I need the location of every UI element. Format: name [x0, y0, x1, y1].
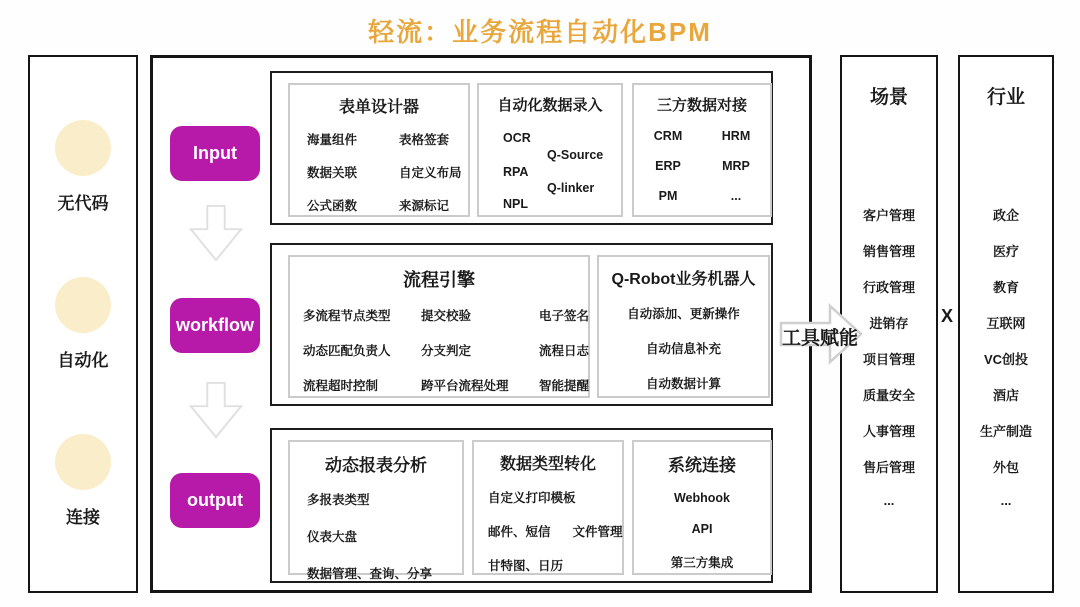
feature-item: 自动信息补充	[645, 342, 721, 356]
feature-item: 自定义布局	[399, 166, 462, 180]
down-arrow-icon	[185, 204, 247, 264]
industry-item: 生产制造	[979, 424, 1032, 439]
feature-item-row	[488, 522, 622, 540]
datatype-convert-box	[472, 440, 624, 575]
qrobot-items	[599, 289, 768, 392]
feature-item: 邮件、短信	[488, 525, 551, 539]
feature-item: 第三方集成	[670, 556, 734, 570]
datatype-convert-title: 数据类型转化	[499, 456, 596, 473]
third-party-data-title: 三方数据对接	[656, 97, 747, 114]
feature-item: 提交校验	[421, 309, 472, 323]
feature-item: HRM	[721, 129, 751, 143]
industry-item: 酒店	[992, 388, 1019, 403]
process-engine-title: 流程引擎	[403, 270, 475, 290]
process-engine-items	[290, 292, 588, 394]
multiply-sign: X	[940, 306, 953, 326]
feature-item: 数据管理、查询、分享	[307, 567, 433, 581]
feature-item: OCR	[503, 131, 531, 145]
feature-item: Q-Source	[547, 148, 604, 162]
scenario-item: 项目管理	[862, 352, 915, 367]
scenario-item: 进销存	[869, 316, 909, 331]
scenario-item: 售后管理	[862, 460, 915, 475]
capability-connect	[55, 434, 111, 528]
feature-item: 流程超时控制	[303, 379, 379, 393]
feature-item: Q-linker	[547, 181, 595, 195]
form-designer-box	[288, 83, 470, 217]
feature-item: ...	[730, 189, 742, 203]
capabilities-panel	[28, 55, 138, 593]
workflow-stage-badge: workflow	[170, 298, 260, 353]
industry-panel-title: 行业	[986, 87, 1025, 108]
system-connect-title: 系统连接	[668, 456, 736, 475]
feature-item: 多流程节点类型	[303, 309, 391, 323]
industry-list	[960, 205, 1052, 508]
feature-item: PM	[658, 189, 678, 203]
industry-item: 外包	[992, 460, 1019, 475]
third-party-data-box	[632, 83, 772, 217]
industry-item: 医疗	[992, 244, 1019, 259]
feature-item: RPA	[503, 165, 529, 179]
industry-panel	[958, 55, 1054, 593]
scenario-item: 质量安全	[862, 388, 915, 403]
datatype-convert-items	[474, 474, 622, 574]
feature-item: Webhook	[673, 491, 731, 505]
output-section	[270, 428, 773, 583]
feature-item: 多报表类型	[307, 493, 370, 507]
feature-item: MRP	[722, 159, 750, 173]
output-stage-badge: output	[170, 473, 260, 528]
feature-item: 自动数据计算	[645, 377, 721, 391]
report-analysis-items	[290, 476, 462, 582]
feature-item: CRM	[653, 129, 683, 143]
scenario-item: 销售管理	[862, 244, 915, 259]
auto-data-entry-box	[477, 83, 623, 217]
feature-item: NPL	[503, 197, 528, 211]
system-connect-box	[632, 440, 772, 575]
feature-item: 文件管理	[572, 525, 623, 539]
system-connect-items	[634, 476, 770, 571]
auto-data-entry-title: 自动化数据录入	[497, 97, 603, 114]
process-engine-box	[288, 255, 590, 398]
feature-item: 动态匹配负责人	[303, 344, 391, 358]
qrobot-title: Q-Robot业务机器人	[611, 271, 756, 288]
feature-item: 流程日志	[539, 344, 590, 358]
form-designer-title: 表单设计器	[338, 99, 419, 116]
input-section	[270, 71, 773, 225]
input-stage-badge: Input	[170, 126, 260, 181]
form-designer-items	[290, 117, 468, 214]
scenario-item: 客户管理	[862, 208, 915, 223]
workflow-section	[270, 243, 773, 406]
capability-nocode	[55, 120, 111, 214]
industry-item: 教育	[992, 280, 1019, 295]
third-party-items	[634, 115, 770, 203]
feature-item: 仪表大盘	[307, 530, 358, 544]
pipeline-panel	[150, 55, 812, 593]
scenario-panel-title: 场景	[869, 87, 908, 108]
capability-automation	[55, 277, 111, 371]
feature-item: 表格签套	[399, 133, 450, 147]
capability-circle-icon	[55, 434, 111, 490]
capability-label-automation: 自动化	[57, 351, 109, 370]
feature-item: 电子签名	[539, 309, 590, 323]
feature-item: API	[691, 522, 713, 536]
feature-item: 自动添加、更新操作	[627, 307, 740, 321]
industry-item: 政企	[992, 208, 1019, 223]
scenario-item: 行政管理	[862, 280, 915, 295]
feature-item: 智能提醒	[539, 379, 590, 393]
industry-item: ...	[1000, 493, 1012, 508]
feature-item: 海量组件	[307, 133, 358, 147]
industry-item: VC创投	[983, 352, 1029, 367]
report-analysis-title: 动态报表分析	[325, 456, 427, 475]
feature-item: 来源标记	[399, 199, 450, 213]
capability-label-connect: 连接	[66, 508, 100, 527]
scenario-item: 人事管理	[862, 424, 915, 439]
capability-circle-icon	[55, 277, 111, 333]
page-title: 轻流：业务流程自动化BPM	[368, 17, 712, 47]
industry-item: 互联网	[986, 316, 1026, 331]
feature-item: ERP	[655, 159, 681, 173]
report-analysis-box	[288, 440, 464, 581]
feature-item: 分支判定	[421, 344, 472, 358]
feature-item: 数据关联	[307, 166, 358, 180]
feature-item: 自定义打印模板	[488, 491, 576, 505]
feature-item: 跨平台流程处理	[421, 379, 509, 393]
feature-item: 公式函数	[307, 199, 358, 213]
capability-label-nocode: 无代码	[57, 194, 109, 213]
feature-item: 甘特图、日历	[488, 559, 564, 573]
capability-circle-icon	[55, 120, 111, 176]
down-arrow-icon	[185, 381, 247, 441]
qrobot-box	[597, 255, 770, 398]
tool-empowerment-label: 工具赋能	[781, 328, 858, 349]
scenario-item: ...	[883, 493, 895, 508]
